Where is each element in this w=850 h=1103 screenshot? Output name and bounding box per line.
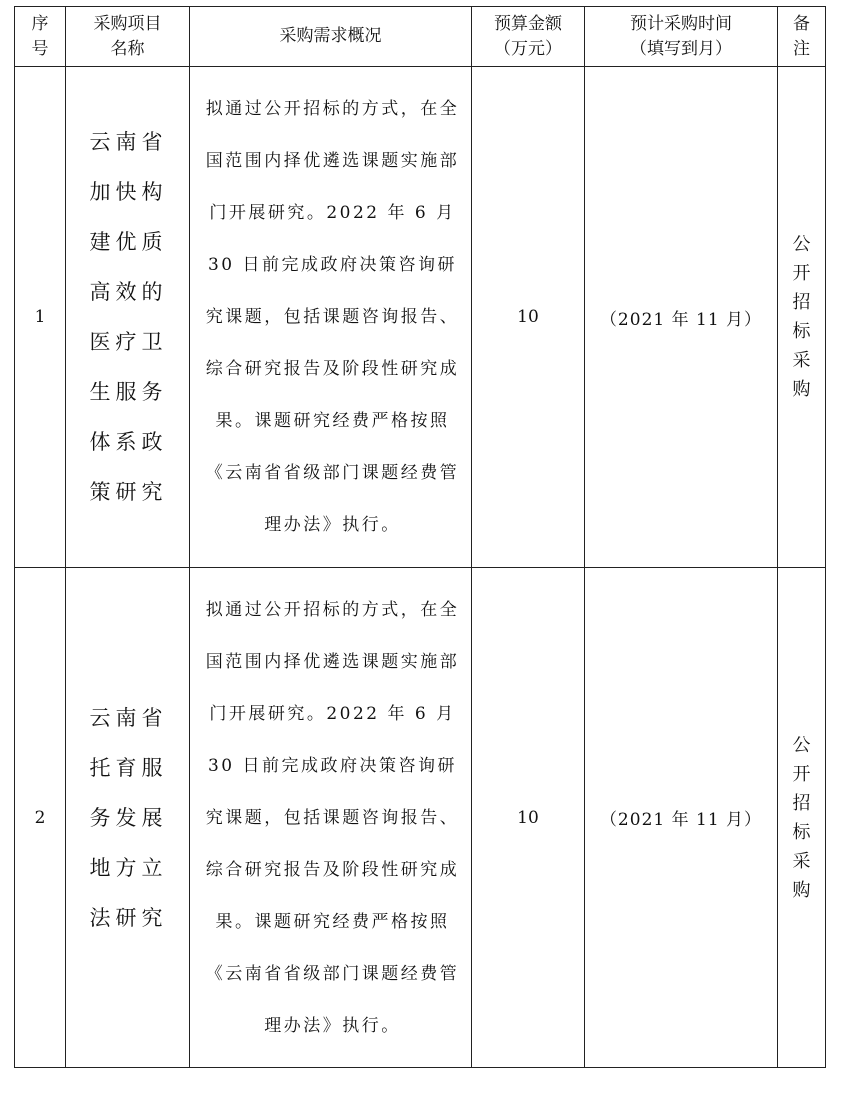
budget-value: 10 (472, 568, 585, 1068)
header-budget-line-1: 预算金额 (494, 13, 562, 34)
procurement-time: （2021 年 11 月） (585, 568, 778, 1068)
project-description: 拟通过公开招标的方式，在全国范围内择优遴选课题实施部门开展研究。2022 年 6 月 30 日前完成政府决策咨询研究课题，包括课题咨询报告、综合研究报告及阶段性研究成果。课题研究经费严格按照《云南省省级部门课题经费管理办法》执行。 (190, 568, 472, 1068)
procurement-table (14, 6, 826, 1068)
row-number: 1 (15, 67, 66, 568)
note-char: 招 (792, 792, 811, 814)
note-char: 采 (792, 850, 811, 872)
note-char: 公 (792, 734, 811, 756)
budget-value: 10 (472, 67, 585, 568)
header-budget (472, 7, 585, 67)
note-char: 开 (792, 763, 811, 785)
procurement-time: （2021 年 11 月） (585, 67, 778, 568)
header-time (585, 7, 778, 67)
header-no-line-1: 序 (31, 13, 49, 34)
table-row (15, 568, 826, 1068)
note-char: 标 (792, 821, 811, 843)
header-desc-text: 采购需求概况 (279, 26, 382, 46)
note-char: 购 (792, 379, 811, 400)
project-description: 拟通过公开招标的方式，在全国范围内择优遴选课题实施部门开展研究。2022 年 6 月 30 日前完成政府决策咨询研究课题，包括课题咨询报告、综合研究报告及阶段性研究成果。课题研究经费严格按照《云南省省级部门课题经费管理办法》执行。 (190, 67, 472, 568)
header-budget-line-2: （万元） (494, 38, 562, 59)
table-row (15, 67, 826, 568)
header-note (778, 7, 826, 67)
row-number: 2 (15, 568, 66, 1068)
header-row (15, 7, 826, 67)
note-char: 公 (792, 234, 811, 255)
header-time-line-2: （填写到月） (630, 38, 732, 59)
header-note-line-2: 注 (793, 38, 810, 59)
project-name: 云南省托育服务发展地方立法研究 (66, 568, 190, 1068)
header-no-line-2: 号 (31, 38, 49, 59)
header-name-line-2: 名称 (110, 38, 145, 59)
note-char: 标 (792, 321, 811, 342)
header-name-line-1: 采购项目 (93, 13, 162, 34)
header-name (66, 7, 190, 67)
header-desc (190, 7, 472, 67)
note-cell (778, 67, 826, 568)
project-name: 云南省加快构建优质高效的医疗卫生服务体系政策研究 (66, 67, 190, 568)
note-cell (778, 568, 826, 1068)
note-char: 招 (792, 292, 811, 313)
note-char: 开 (792, 263, 811, 284)
note-char: 采 (792, 350, 811, 371)
header-time-line-1: 预计采购时间 (630, 13, 732, 34)
header-note-line-1: 备 (793, 13, 810, 34)
note-char: 购 (792, 879, 811, 901)
header-no (15, 7, 66, 67)
